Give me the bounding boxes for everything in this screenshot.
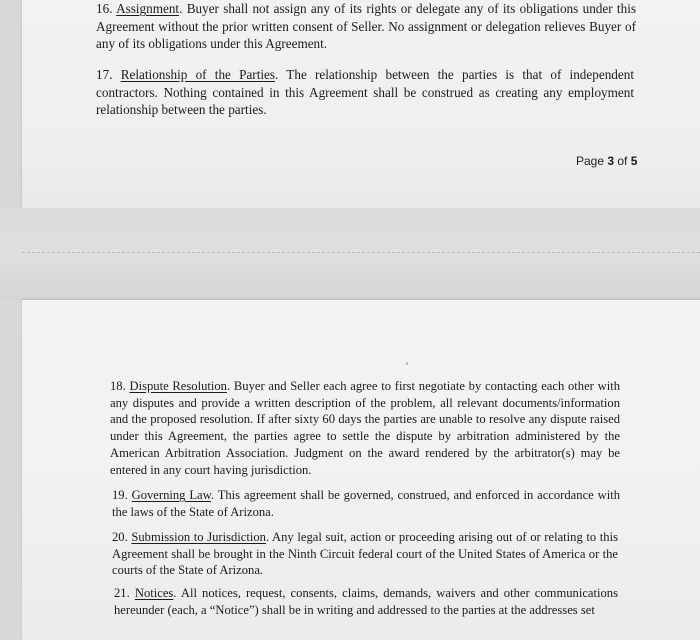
page-number (576, 154, 637, 168)
section-20-jurisdiction (112, 529, 618, 579)
section-number: 17. (96, 67, 121, 82)
section-number: 19. (112, 488, 132, 502)
page-number-middle: of (614, 154, 631, 168)
section-text: . The relationship between the parties is that of independent contractors. Nothing contained in this Agreement shall be construed as creating any employment relationship between the parties. (96, 67, 634, 117)
section-text: . Buyer shall not assign any of its rights or delegate any of its obligations under this Agreement without the prior written consent of Seller. No assignment or delegation relieves Buyer of any of its obligations under this Agreement. (96, 1, 636, 51)
section-number: 18. (110, 379, 130, 393)
section-17-relationship (96, 66, 634, 119)
section-heading: Relationship of the Parties (120, 67, 276, 82)
section-heading: Submission to Jurisdiction (131, 530, 266, 544)
page-divider (22, 252, 700, 253)
section-18-dispute-resolution (110, 378, 620, 478)
section-heading: Dispute Resolution (129, 379, 227, 393)
section-number: 20. (112, 530, 132, 544)
section-19-governing-law (112, 487, 620, 520)
paper-speck (406, 362, 408, 365)
section-text: . Any legal suit, action or proceeding arising out of or relating to this Agreement shall be brought in the Ninth Circuit federal court of the United States of America or the courts of the State of Arizona. (112, 530, 619, 578)
section-21-notices (114, 585, 618, 618)
section-number: 16. (96, 1, 117, 16)
page-number-prefix: Page (576, 154, 608, 168)
section-number: 21. (114, 586, 135, 600)
section-heading: Assignment (116, 1, 180, 16)
section-16-assignment (96, 0, 636, 53)
page-gap (0, 208, 700, 300)
section-text: . Buyer and Seller each agree to first negotiate by contacting each other with any disputes and provide a written description of the problem, all relevant documents/information and the proposed resolution. If after sixty 60 days the parties are unable to resolve any dispute raised under this Agreement, the parties agree to settle the dispute by arbitration administered by the American Arbitration Association. Judgment on the award rendered by the arbitrator(s) may be entered in any court having jurisdiction. (110, 379, 621, 477)
section-heading: Governing Law (131, 488, 211, 502)
section-text: . All notices, request, consents, claims, demands, waivers and other communications hereunder (each, a “Notice”) shall be in writing and addressed to the parties at the addresses set (114, 586, 619, 617)
section-heading: Notices (134, 586, 174, 600)
page-number-current: 3 (607, 154, 615, 168)
page-number-total: 5 (630, 154, 638, 168)
section-text: . This agreement shall be governed, construed, and enforced in accordance with the laws of the State of Arizona. (112, 488, 620, 519)
